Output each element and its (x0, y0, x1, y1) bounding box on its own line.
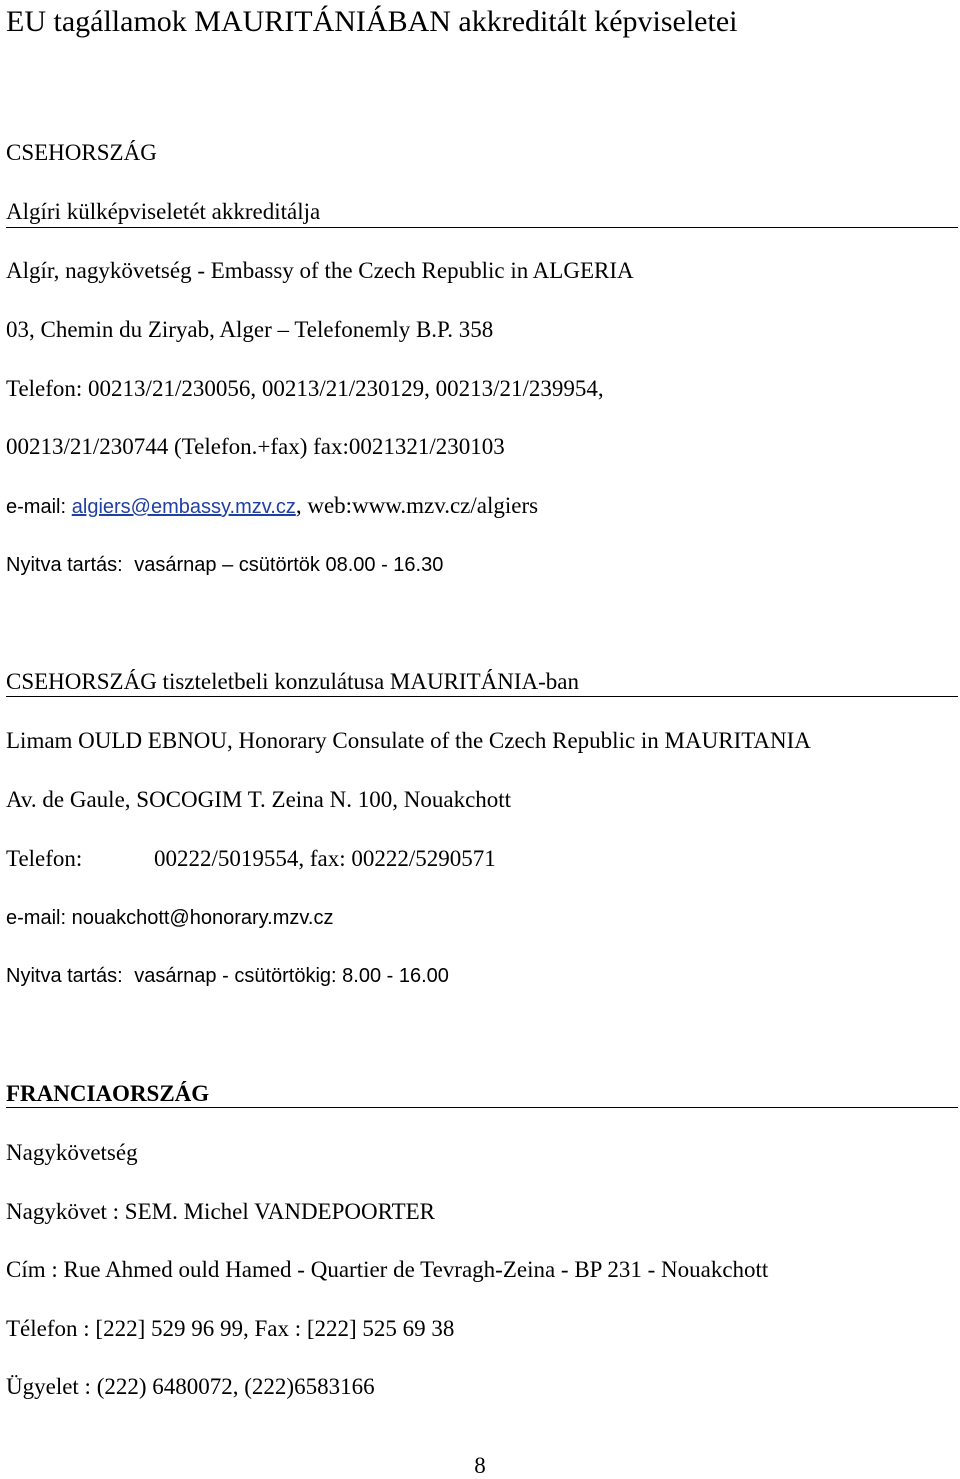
consulate-phone-line (6, 845, 496, 873)
consulate-name: Limam OULD EBNOU, Honorary Consulate of the Czech Republic in MAURITANIA (6, 728, 811, 753)
czech-opening-hours (6, 551, 443, 579)
page-number: 8 (474, 1453, 486, 1478)
czech-email-label: e-mail: (6, 496, 67, 518)
france-type: Nagykövetség (6, 1140, 138, 1165)
page-title: EU tagállamok MAURITÁNIÁBAN akkreditált képviseletei (6, 5, 738, 38)
czech-address: 03, Chemin du Ziryab, Alger – Telefonemly B.P. 358 (6, 317, 494, 342)
france-address: Cím : Rue Ahmed ould Hamed - Quartier de Tevragh-Zeina - BP 231 - Nouakchott (6, 1257, 769, 1282)
consulate-email[interactable]: nouakchott@honorary.mzv.cz (71, 907, 334, 929)
czech-subheading-rule (6, 227, 958, 228)
czech-email-line (6, 492, 538, 521)
consulate-phone-value: 00222/5019554, fax: 00222/5290571 (154, 846, 496, 871)
czech-subheading: Algíri külképviseletét akkreditálja (6, 199, 321, 224)
consulate-email-line (6, 904, 333, 932)
consulate-opening-label: Nyitva tartás: (6, 965, 123, 987)
france-heading: FRANCIAORSZÁG (6, 1081, 210, 1106)
france-ambassador: Nagykövet : SEM. Michel VANDEPOORTER (6, 1199, 436, 1224)
czech-opening-value: vasárnap – csütörtök 08.00 - 16.30 (134, 554, 444, 576)
consulate-email-label: e-mail: (6, 907, 67, 929)
consulate-phone-label: Telefon: (6, 846, 83, 871)
consulate-opening-value: vasárnap - csütörtökig: 8.00 - 16.00 (134, 965, 449, 987)
czech-embassy-name: Algír, nagykövetség - Embassy of the Czech Republic in ALGERIA (6, 258, 634, 283)
czech-email-link[interactable]: algiers@embassy.mzv.cz (71, 496, 296, 518)
consulate-address: Av. de Gaule, SOCOGIM T. Zeina N. 100, Nouakchott (6, 787, 512, 812)
consulate-opening-hours (6, 962, 449, 990)
czech-phone-line-2: 00213/21/230744 (Telefon.+fax) fax:0021321/230103 (6, 434, 505, 459)
consulate-heading: CSEHORSZÁG tiszteletbeli konzulátusa MAURITÁNIA-ban (6, 669, 580, 694)
czech-web: , web:www.mzv.cz/algiers (295, 493, 539, 518)
consulate-heading-rule (6, 696, 958, 697)
czech-heading: CSEHORSZÁG (6, 140, 157, 165)
france-heading-rule (6, 1107, 958, 1108)
czech-phone-line-1: Telefon: 00213/21/230056, 00213/21/230129, 00213/21/239954, (6, 376, 604, 401)
czech-opening-label: Nyitva tartás: (6, 554, 123, 576)
france-duty: Ügyelet : (222) 6480072, (222)6583166 (6, 1374, 375, 1399)
france-phone: Télefon : [222] 529 96 99, Fax : [222] 525 69 38 (6, 1316, 455, 1341)
